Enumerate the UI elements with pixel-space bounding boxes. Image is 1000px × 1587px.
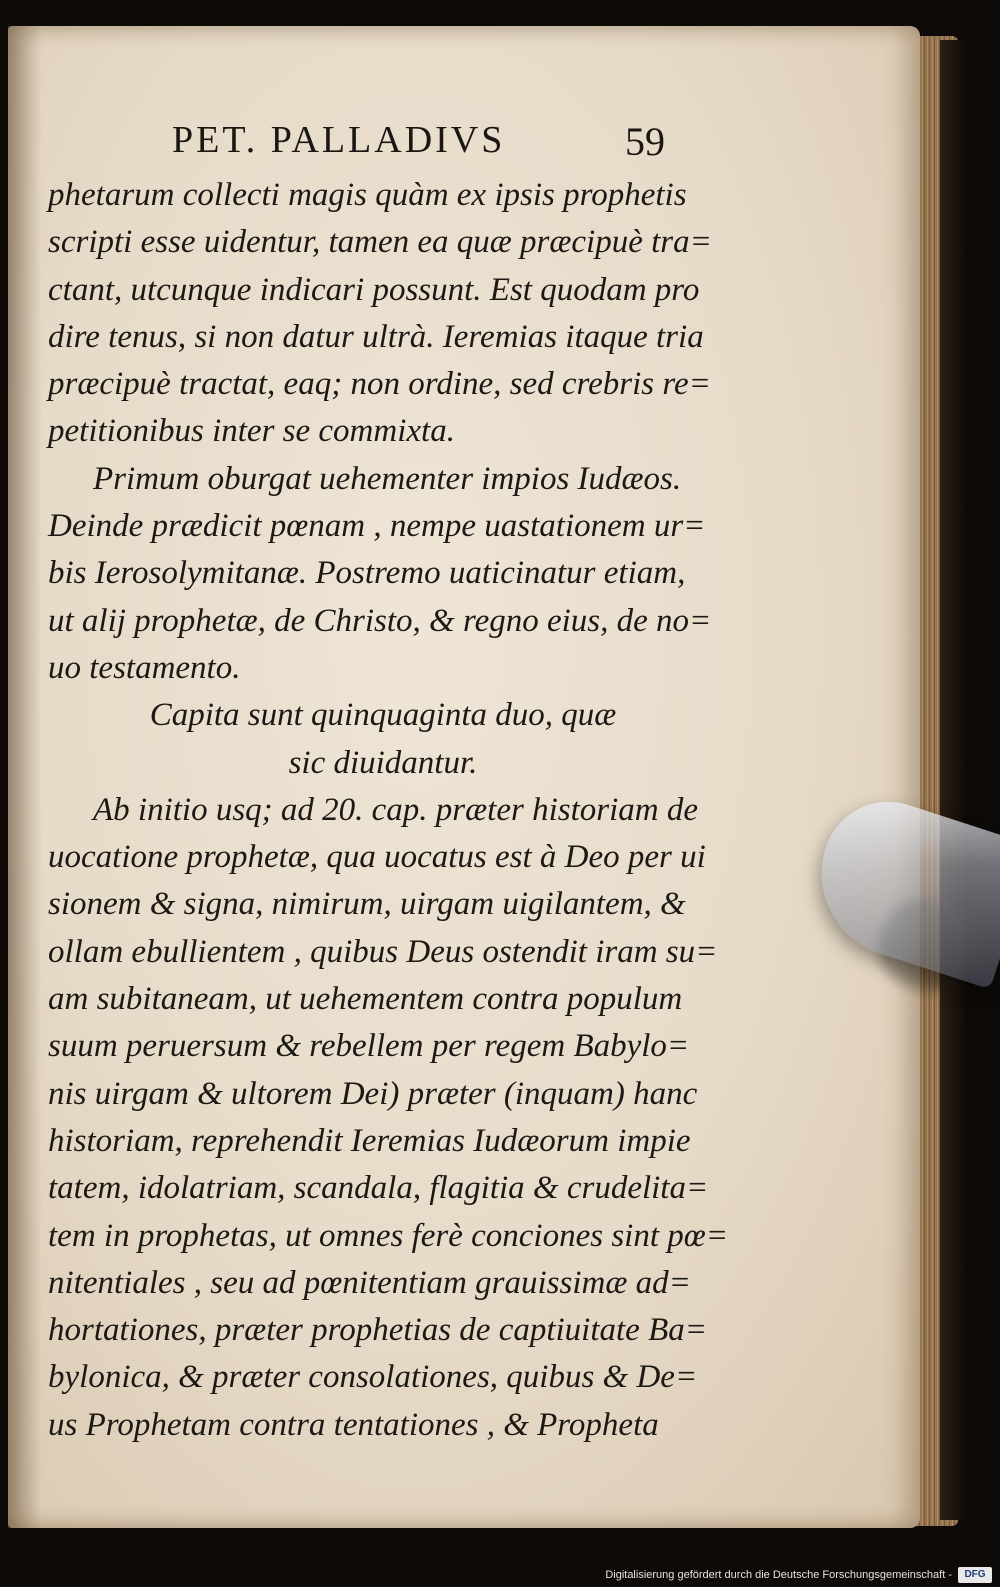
text-line: præcipuè tractat, eaq; non ordine, sed crebris re= <box>48 366 711 403</box>
running-head: PET. PALLADIVS <box>172 119 506 161</box>
text-line: am subitaneam, ut uehementem contra populum <box>48 981 683 1018</box>
text-line: suum peruersum & rebellem per regem Babylo= <box>48 1028 690 1065</box>
page-edges-shadow <box>940 40 964 1520</box>
text-line: tem in prophetas, ut omnes ferè conciones sint pœ= <box>48 1217 729 1254</box>
dfg-logo: DFG <box>958 1567 992 1583</box>
text-line: ollam ebullientem , quibus Deus ostendit iram su= <box>48 933 718 970</box>
page-number: 59 <box>625 119 665 164</box>
text-line: hortationes, præter prophetias de captiuitate Ba= <box>48 1312 708 1349</box>
text-line: petitionibus inter se commixta. <box>48 413 455 450</box>
text-line: ctant, utcunque indicari possunt. Est quodam pro <box>48 271 700 308</box>
text-line: tatem, idolatriam, scandala, flagitia & crudelita= <box>48 1170 709 1207</box>
text-line: sionem & signa, nimirum, uirgam uigilantem, & <box>48 886 686 923</box>
section-heading: Capita sunt quinquaginta duo, quæ <box>149 697 617 734</box>
text-line: historiam, reprehendit Ieremias Iudæorum impie <box>48 1122 691 1159</box>
text-line: ut alij prophetæ, de Christo, & regno eius, de no= <box>48 602 712 639</box>
gutter-shadow <box>8 26 42 1528</box>
text-line: Deinde prædicit pœnam , nempe uastationem ur= <box>48 508 706 545</box>
text-line: phetarum collecti magis quàm ex ipsis prophetis <box>48 177 687 213</box>
text-line: Primum oburgat uehementer impios Iudæos. <box>93 460 682 497</box>
text-line: bis Ierosolymitanæ. Postremo uaticinatur etiam, <box>48 555 686 592</box>
text-line: scripti esse uidentur, tamen ea quæ præcipuè tra= <box>48 224 712 261</box>
body-text <box>48 172 729 1449</box>
section-heading: sic diuidantur. <box>288 744 478 781</box>
text-line: nis uirgam & ultorem Dei) præter (inquam) hanc <box>48 1075 698 1112</box>
text-line: Ab initio usq; ad 20. cap. præter historiam de <box>93 791 698 828</box>
text-line: dire tenus, si non datur ultrà. Ieremias itaque tria <box>48 318 704 355</box>
text-line: us Prophetam contra tentationes , & Propheta <box>48 1406 659 1443</box>
digitization-credit: Digitalisierung gefördert durch die Deutsche Forschungsgemeinschaft - <box>605 1569 952 1581</box>
text-line: bylonica, & præter consolationes, quibus & De= <box>48 1359 698 1396</box>
text-line: uo testamento. <box>48 649 241 686</box>
text-line: nitentiales , seu ad pœnitentiam grauissimæ ad= <box>48 1264 691 1301</box>
page-header <box>0 118 1000 168</box>
text-line: uocatione prophetæ, qua uocatus est à Deo per ui <box>48 839 706 876</box>
